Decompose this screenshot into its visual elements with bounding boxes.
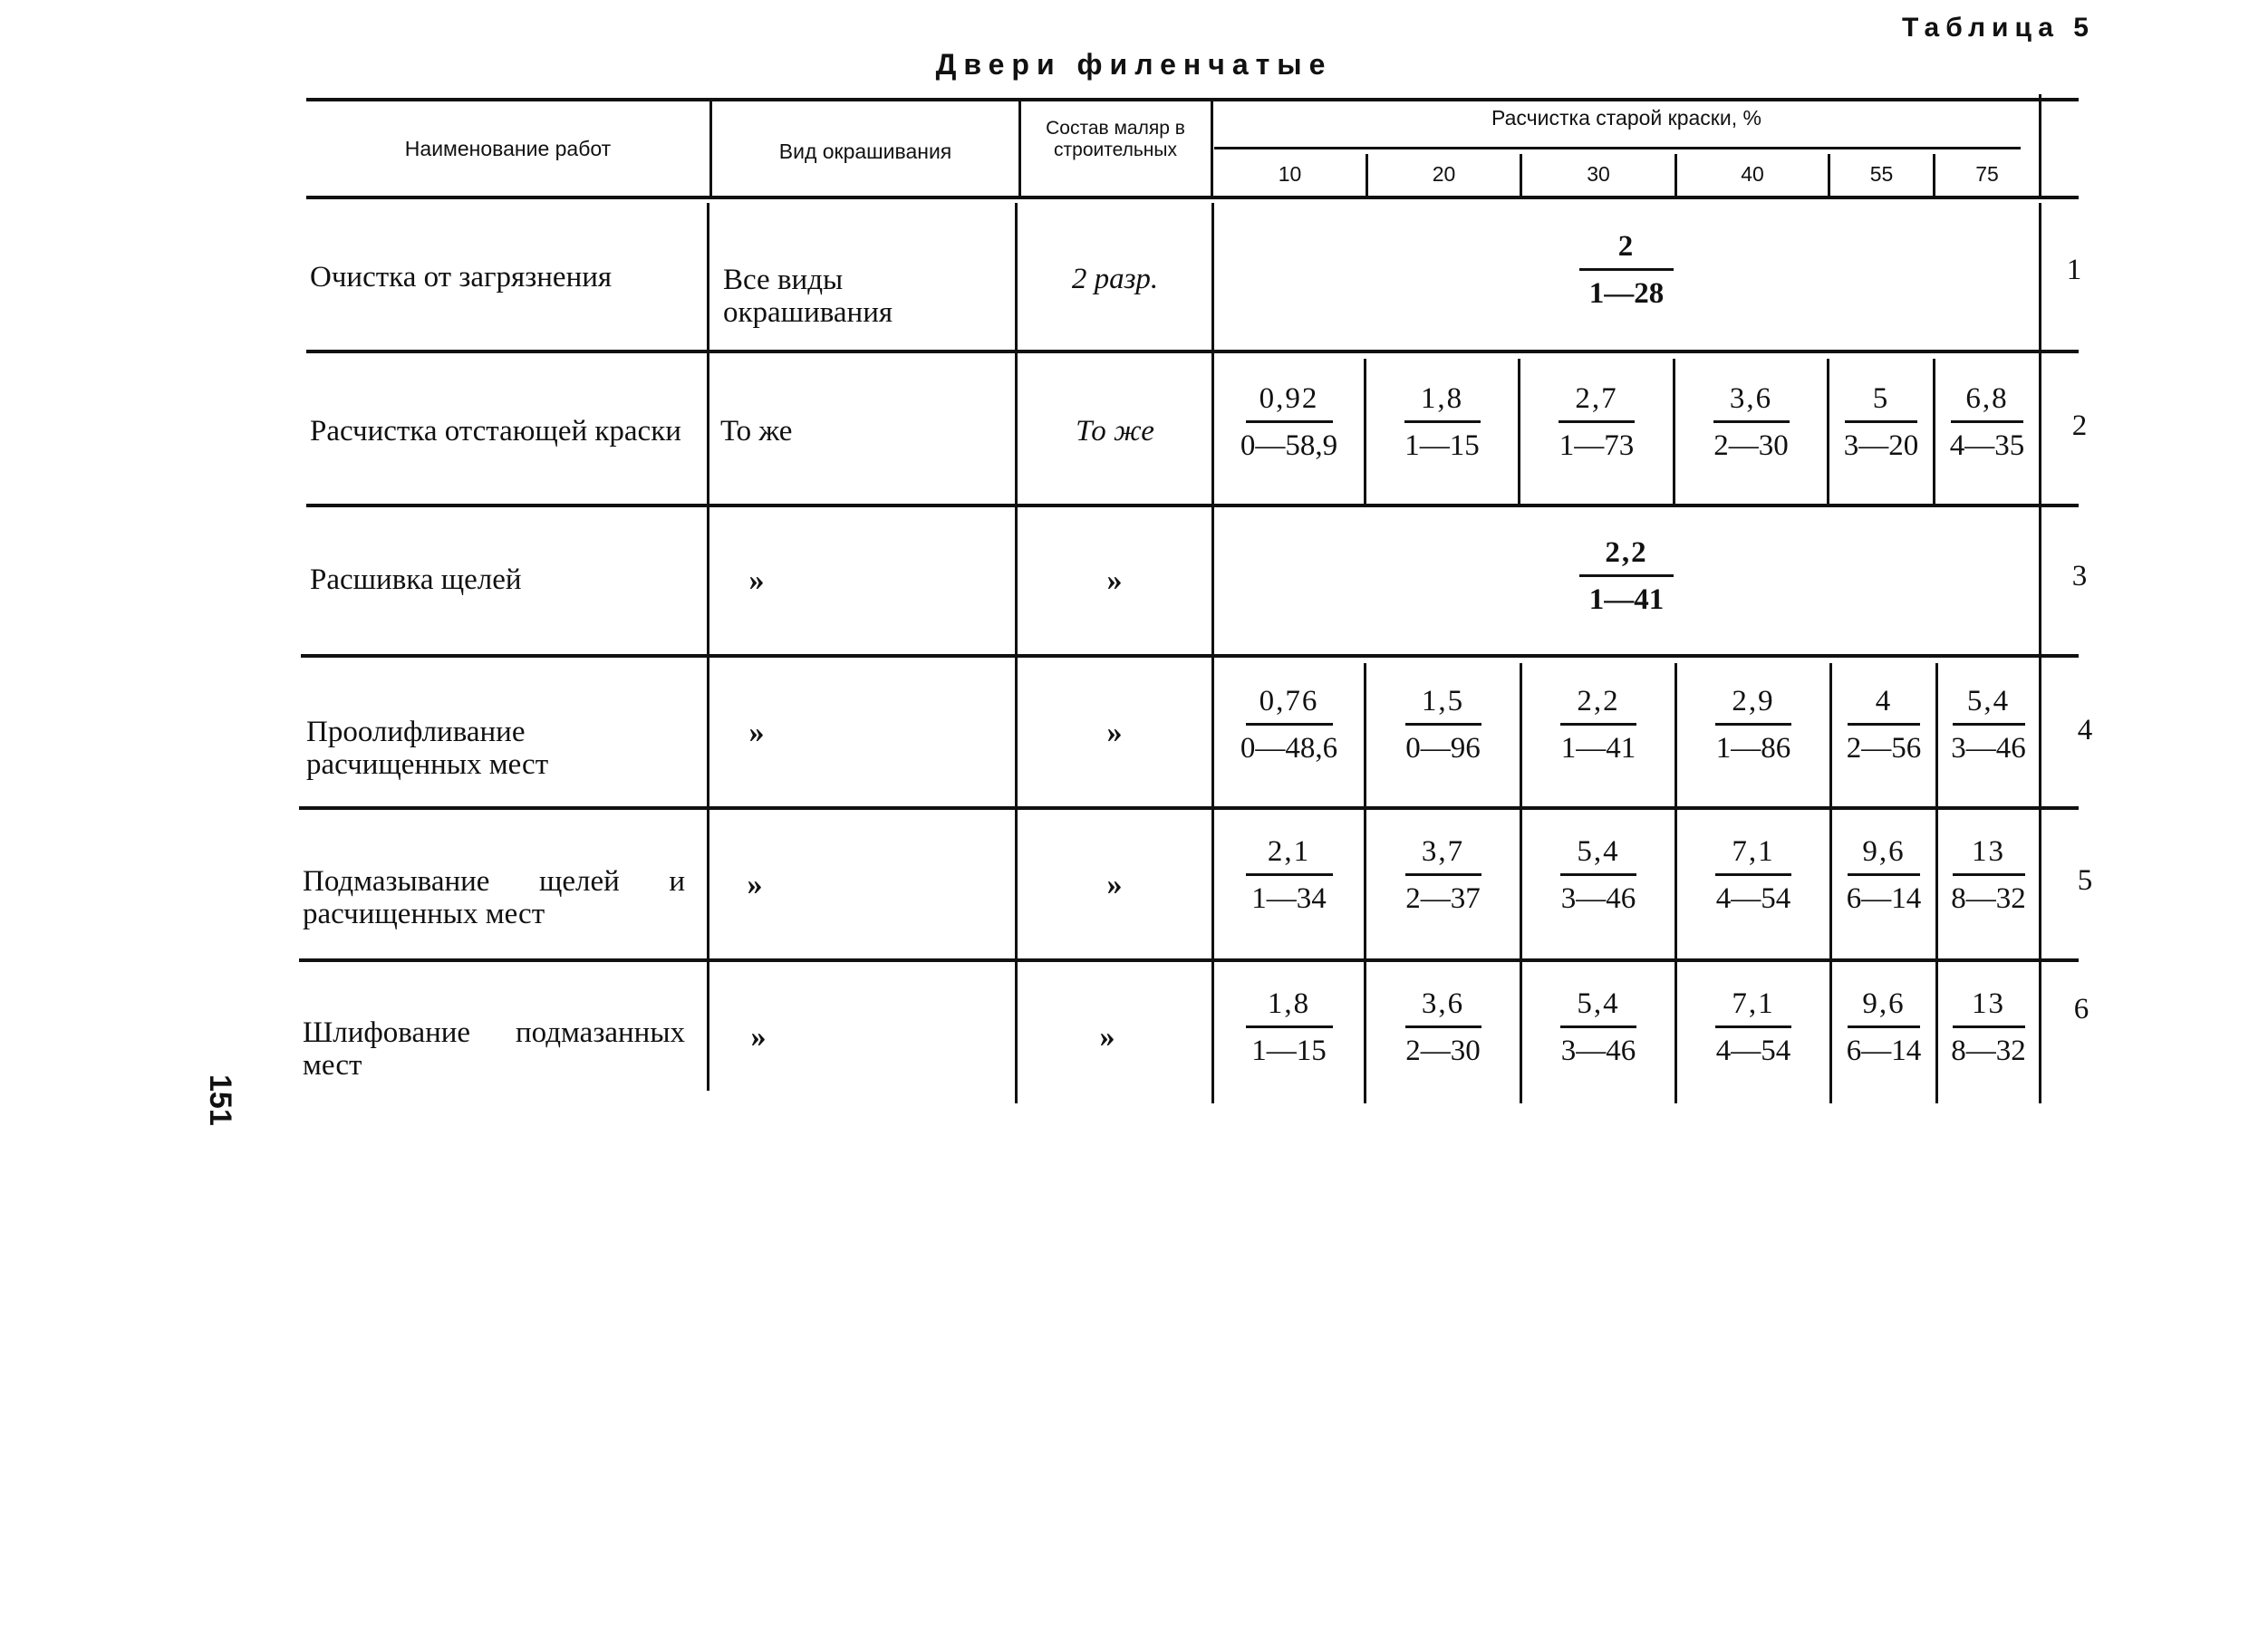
header-percent-30: 30 xyxy=(1587,162,1610,186)
fraction-bar xyxy=(1246,1025,1333,1028)
column-separator xyxy=(2039,203,2041,1103)
row-divider xyxy=(306,504,2079,507)
norm-cost: 6—14 xyxy=(1846,882,1922,915)
header-paint-type: Вид окрашивания xyxy=(778,140,952,163)
fraction-bar xyxy=(1953,1025,2025,1028)
norm-fraction xyxy=(1214,683,1364,765)
ditto-mark: » xyxy=(1106,563,1123,597)
ditto-mark: » xyxy=(750,1020,767,1054)
merged-norm-fraction xyxy=(1214,534,2039,617)
norm-fraction xyxy=(1366,986,1520,1068)
norm-cost: 2—56 xyxy=(1846,732,1922,765)
norm-fraction xyxy=(1214,380,1364,463)
norm-fraction xyxy=(1520,380,1673,463)
norm-cost: 1—41 xyxy=(1560,732,1636,765)
norm-cost: 2—37 xyxy=(1405,882,1481,915)
norm-time: 3,6 xyxy=(1729,382,1773,415)
fraction-bar xyxy=(1953,723,2025,726)
fraction-bar xyxy=(1713,420,1790,423)
fraction-bar xyxy=(1560,1025,1636,1028)
norm-cost: 3—20 xyxy=(1843,429,1919,462)
norm-cost: 1—41 xyxy=(1588,583,1665,616)
row-divider xyxy=(299,958,2079,962)
header-percent-55: 55 xyxy=(1869,162,1894,186)
norm-time: 2 xyxy=(1617,230,1636,263)
norm-time: 9,6 xyxy=(1862,835,1906,868)
norm-fraction xyxy=(1938,683,2039,765)
row-work-name: Очистка от загрязнения xyxy=(310,261,613,294)
ditto-mark: » xyxy=(748,716,765,749)
row-work-name: Расчистка отстающей краски xyxy=(310,415,681,448)
norm-cost: 1—28 xyxy=(1588,277,1665,310)
row-number: 2 xyxy=(2071,409,2088,442)
ditto-mark: » xyxy=(747,868,763,901)
row-work-name: Проолифливание расчищенных мест xyxy=(306,716,549,781)
norm-time: 4 xyxy=(1875,685,1893,717)
row-divider xyxy=(299,806,2079,810)
norm-cost: 2—30 xyxy=(1405,1035,1481,1067)
header-percent-20: 20 xyxy=(1432,162,1456,186)
norm-cost: 1—34 xyxy=(1251,882,1327,915)
norm-time: 1,8 xyxy=(1420,382,1464,415)
norm-cost: 3—46 xyxy=(1560,882,1636,915)
row-divider xyxy=(306,350,2079,353)
norm-cost: 8—32 xyxy=(1951,1035,2026,1067)
norm-cost: 1—15 xyxy=(1404,429,1480,462)
column-separator xyxy=(1015,203,1018,1103)
norm-cost: 4—54 xyxy=(1715,882,1791,915)
row-work-name: Подмазывание щелей и расчищенных мест xyxy=(303,865,685,930)
row-number: 6 xyxy=(2073,993,2089,1025)
fraction-bar xyxy=(1246,723,1333,726)
fraction-bar xyxy=(1560,723,1636,726)
norm-time: 7,1 xyxy=(1732,987,1775,1020)
fraction-bar xyxy=(1560,873,1636,876)
ditto-mark: » xyxy=(1106,868,1123,901)
row-paint-type: То же xyxy=(720,415,793,448)
norm-cost: 3—46 xyxy=(1560,1035,1636,1067)
norm-fraction xyxy=(1214,986,1364,1068)
fraction-bar xyxy=(1246,420,1333,423)
fraction-bar xyxy=(1848,873,1920,876)
norm-time: 2,2 xyxy=(1577,685,1620,717)
norm-time: 3,6 xyxy=(1421,987,1465,1020)
column-separator xyxy=(1211,101,1213,197)
fraction-bar xyxy=(1405,1025,1481,1028)
fraction-bar xyxy=(1405,723,1481,726)
fraction-bar xyxy=(1848,723,1920,726)
norm-time: 7,1 xyxy=(1732,835,1775,868)
header-paint-removal: Расчистка старой краски, % xyxy=(1491,106,1761,130)
norm-fraction xyxy=(1938,986,2039,1068)
ditto-mark: » xyxy=(1106,716,1123,749)
norm-cost: 0—48,6 xyxy=(1240,732,1338,765)
norm-time: 5,4 xyxy=(1577,835,1620,868)
merged-norm-fraction xyxy=(1214,228,2039,311)
row-number: 1 xyxy=(2066,254,2082,286)
norm-fraction xyxy=(1677,683,1829,765)
row-number: 4 xyxy=(2077,714,2093,746)
norm-time: 0,92 xyxy=(1259,382,1319,415)
norm-cost: 4—54 xyxy=(1715,1035,1791,1067)
norm-time: 0,76 xyxy=(1259,685,1319,717)
fraction-bar xyxy=(1715,723,1791,726)
row-paint-type: Все виды окрашивания xyxy=(723,264,893,329)
column-separator xyxy=(1211,203,1214,1103)
row-divider xyxy=(301,654,2079,658)
norm-fraction xyxy=(1366,380,1518,463)
fraction-bar xyxy=(1404,420,1481,423)
row-work-name: Шлифование подмазанных мест xyxy=(303,1016,685,1082)
norm-cost: 3—46 xyxy=(1951,732,2026,765)
table-top-rule xyxy=(306,98,2079,101)
norm-fraction xyxy=(1829,380,1933,463)
norm-cost: 4—35 xyxy=(1949,429,2025,462)
norm-cost: 8—32 xyxy=(1951,882,2026,915)
norm-cost: 0—58,9 xyxy=(1240,429,1338,462)
norm-fraction xyxy=(1832,986,1935,1068)
fraction-bar xyxy=(1579,268,1674,271)
header-work-name: Наименование работ xyxy=(404,137,612,160)
norm-fraction xyxy=(1832,833,1935,916)
norm-cost: 1—73 xyxy=(1559,429,1635,462)
fraction-bar xyxy=(1405,873,1481,876)
fraction-bar xyxy=(1559,420,1635,423)
ditto-mark: » xyxy=(748,563,765,597)
row-grade: 2 разр. xyxy=(1071,263,1159,295)
norm-time: 1,5 xyxy=(1421,685,1465,717)
norm-time: 5,4 xyxy=(1577,987,1620,1020)
norm-fraction xyxy=(1677,986,1829,1068)
norm-fraction xyxy=(1675,380,1827,463)
header-group-rule xyxy=(1214,147,2021,149)
norm-cost: 0—96 xyxy=(1405,732,1481,765)
table-title: Двери филенчатые xyxy=(935,48,1333,81)
fraction-bar xyxy=(1579,574,1674,577)
fraction-bar xyxy=(1246,873,1333,876)
norm-time: 1,8 xyxy=(1267,987,1311,1020)
fraction-bar xyxy=(1845,420,1917,423)
table-number: Таблица 5 xyxy=(1901,13,2095,43)
row-grade: То же xyxy=(1076,415,1154,448)
norm-fraction xyxy=(1366,683,1520,765)
norm-fraction xyxy=(1522,683,1674,765)
fraction-bar xyxy=(1953,873,2025,876)
norm-fraction xyxy=(1214,833,1364,916)
norm-time: 5,4 xyxy=(1966,685,2011,717)
norm-time: 13 xyxy=(1972,835,2005,868)
row-number: 5 xyxy=(2077,864,2093,897)
norm-fraction xyxy=(1938,833,2039,916)
norm-fraction xyxy=(1935,380,2039,463)
norm-time: 6,8 xyxy=(1965,382,2009,415)
column-separator xyxy=(2039,94,2041,197)
norm-time: 2,2 xyxy=(1605,536,1648,569)
fraction-bar xyxy=(1951,420,2023,423)
header-percent-40: 40 xyxy=(1741,162,1764,186)
norm-fraction xyxy=(1522,833,1674,916)
fraction-bar xyxy=(1715,873,1791,876)
norm-cost: 1—86 xyxy=(1715,732,1791,765)
column-separator xyxy=(707,203,709,1091)
fraction-bar xyxy=(1715,1025,1791,1028)
column-separator xyxy=(1018,101,1021,197)
header-percent-75: 75 xyxy=(1975,162,1999,186)
norm-time: 9,6 xyxy=(1862,987,1906,1020)
row-number: 3 xyxy=(2071,560,2088,592)
norm-time: 5 xyxy=(1872,382,1890,415)
norm-cost: 6—14 xyxy=(1846,1035,1922,1067)
norm-fraction xyxy=(1832,683,1935,765)
fraction-bar xyxy=(1848,1025,1920,1028)
norm-fraction xyxy=(1677,833,1829,916)
norm-time: 2,1 xyxy=(1267,835,1311,868)
header-bottom-rule xyxy=(306,196,2079,199)
row-work-name: Расшивка щелей xyxy=(310,563,522,596)
norm-time: 3,7 xyxy=(1421,835,1465,868)
header-painter-grade: Состав маляр в строительных xyxy=(1046,118,1185,160)
header-percent-10: 10 xyxy=(1278,162,1302,186)
norm-time: 2,9 xyxy=(1732,685,1775,717)
norm-fraction xyxy=(1522,986,1674,1068)
ditto-mark: » xyxy=(1099,1020,1115,1054)
page-number: 151 xyxy=(203,1074,237,1126)
norm-time: 2,7 xyxy=(1575,382,1618,415)
norm-cost: 1—15 xyxy=(1251,1035,1327,1067)
norm-time: 13 xyxy=(1972,987,2005,1020)
norm-cost: 2—30 xyxy=(1713,429,1789,462)
norm-fraction xyxy=(1366,833,1520,916)
